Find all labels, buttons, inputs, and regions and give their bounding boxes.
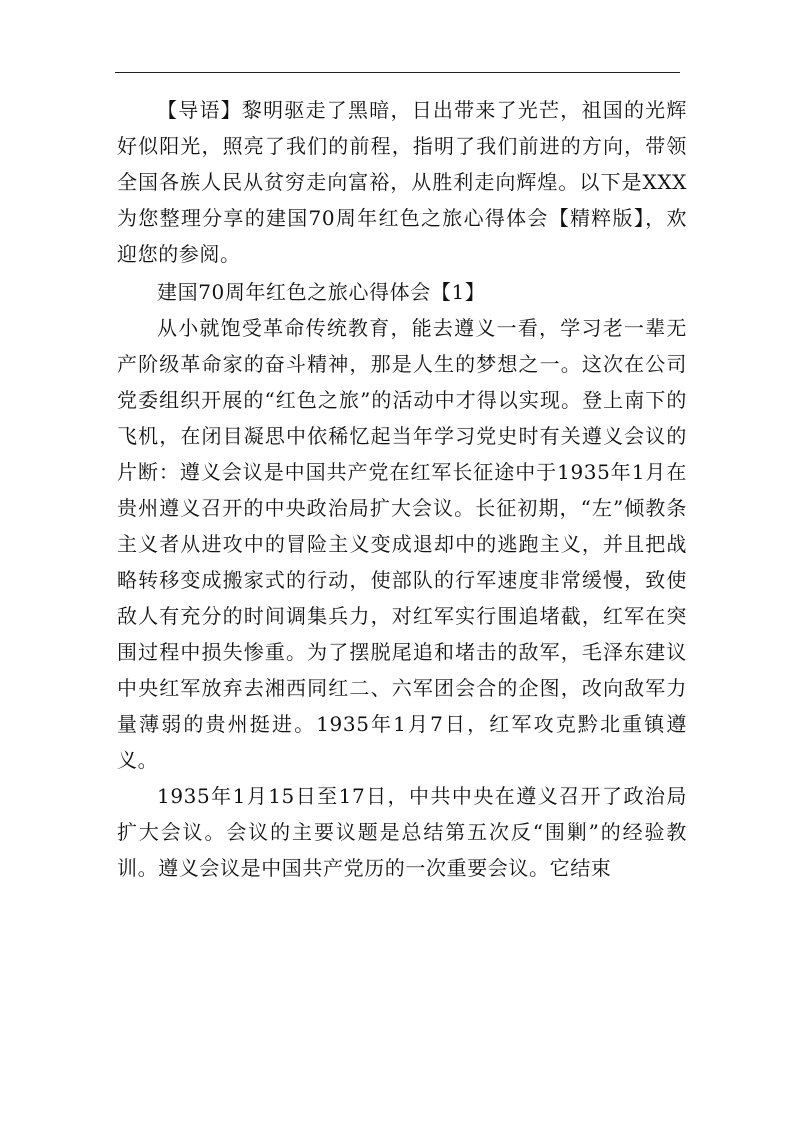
document-body [117, 92, 687, 886]
body-paragraph: 1935年1月15日至17日，中共中央在遵义召开了政治局扩大会议。会议的主要议题是总结第五次反“围剿”的经验教训。遵义会议是中国共产党历的一次重要会议。它结束 [117, 784, 687, 880]
section-heading: 建国70周年红色之旅心得体会【1】 [157, 280, 486, 304]
body-paragraph: 从小就饱受革命传统教育，能去遵义一看，学习老一辈无产阶级革命家的奋斗精神，那是人生的梦想之一。这次在公司党委组织开展的“红色之旅”的活动中才得以实现。登上南下的飞机，在闭目凝思中依稀忆起当年学习党史时有关遵义会议的片断：遵义会议是中国共产党在红军长征途中于1935年1月在贵州遵义召开的中央政治局扩大会议。长征初期，“左”倾教条主义者从进攻中的冒险主义变成退却中的逃跑主义，并且把战略转移变成搬家式的行动，使部队的行军速度非常缓慢，致使敌人有充分的时间调集兵力，对红军实行围追堵截，红军在突围过程中损失惨重。为了摆脱尾追和堵击的敌军，毛泽东建议中央红军放弃去湘西同红二、六军团会合的企图，改向敌军力量薄弱的贵州挺进。1935年1月7日，红军攻克黔北重镇遵义。 [117, 316, 687, 772]
header-rule [115, 72, 680, 73]
intro-paragraph: 【导语】黎明驱走了黑暗，日出带来了光芒，祖国的光辉好似阳光，照亮了我们的前程，指明了我们前进的方向，带领全国各族人民从贫穷走向富裕，从胜利走向辉煌。以下是XXX为您整理分享的建国70周年红色之旅心得体会【精粹版】，欢迎您的参阅。 [117, 98, 687, 266]
